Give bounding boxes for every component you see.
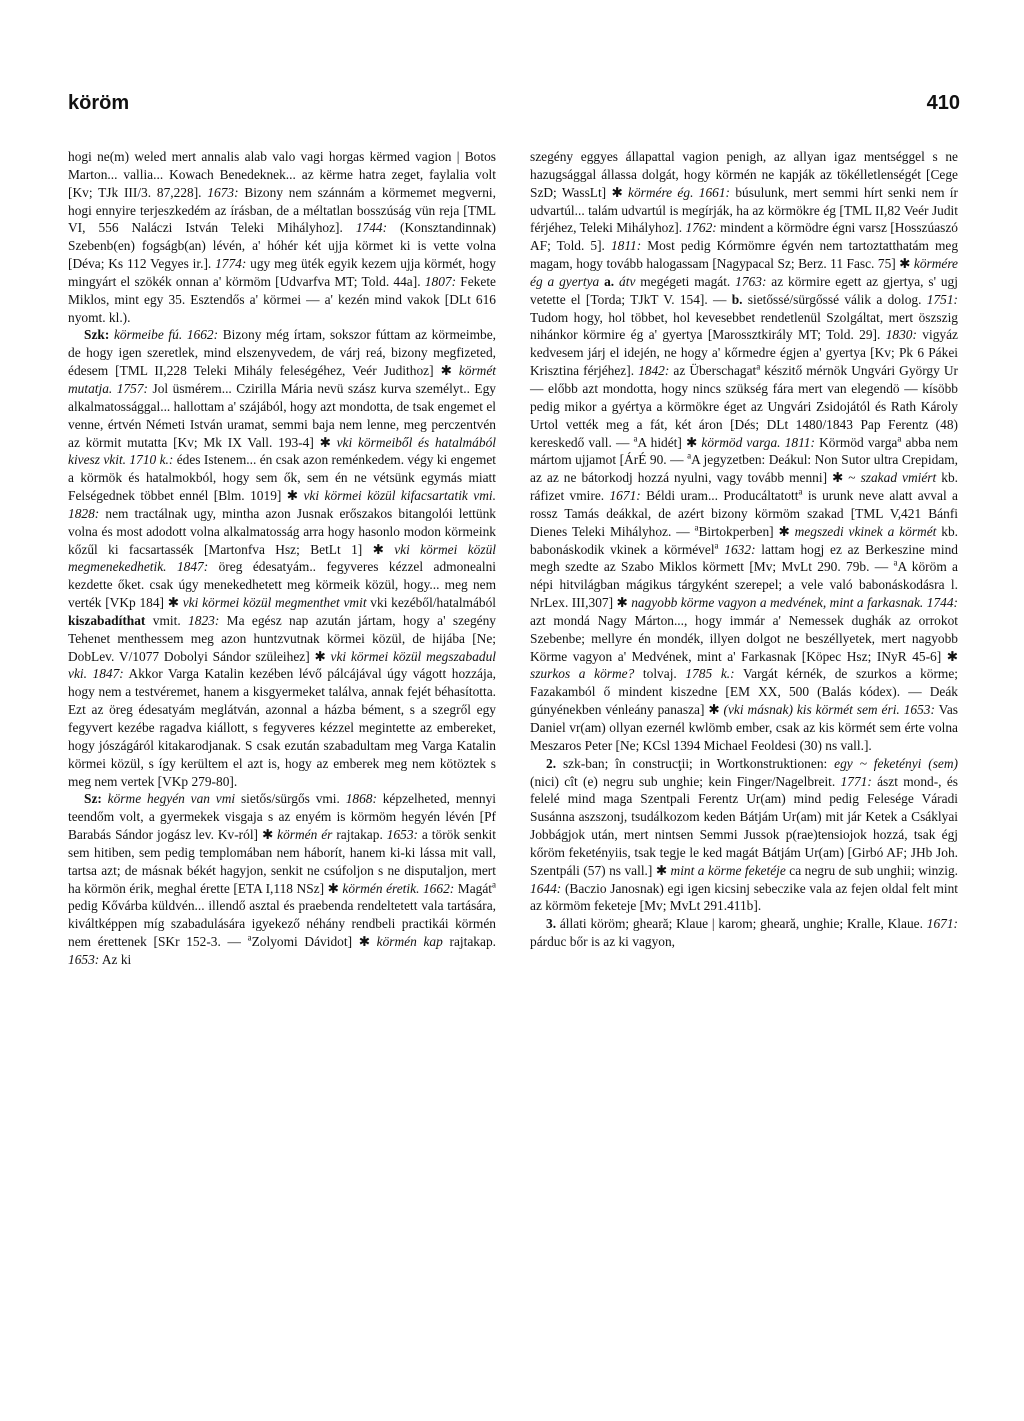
text-run: 1710 k.:	[129, 452, 174, 468]
text-run: búsulunk, mert semmi hírt senki nem ír udvartúl... talám udvartúl is megírják, ha az körmökre ég [TML II,82 Veér Judit férjéhez, Teleki Mihályhoz].	[530, 184, 958, 236]
text-run: 1823:	[188, 612, 220, 628]
page-header	[68, 92, 960, 122]
text-run: 3.	[546, 916, 557, 932]
text-run: szegény eggyes állapattal vagion penigh, az allyan igaz mentséggel s ne hazugsággal állassa dolgát, hogy körmén ne kapják az tökélletlenségét [Cege SzD; WassLt] ✱	[530, 149, 958, 200]
text-run: is urunk neve alatt avval a rossz Tamás deákkal, de azért bizony körmöm szakad [TML V,421 Bánfi Dienes Teleki Mihályhoz. —	[530, 488, 959, 539]
text-run: 1785 k.:	[685, 666, 735, 682]
text-run: Most pedig Kórmömre égvén nem tartoztatthatám meg magam, hogy tovább halogassam [Nagypacal Sz; Berz. 11 Fasc. 75] ✱	[530, 238, 959, 272]
text-run: készitő mérnök Ungvári György Ur — előbb azt mondotta, hogy nincs szükség fára mert van elegendö — kísöbb pedig mikor a gyértya a körmökre éget az Ungvári Zsidojától és Rath Károly Urtol vették meg a fát, két áron [Dés; DLt 1480/1843 Pap Ferentz (48) kereskedő vall. —	[530, 363, 958, 450]
text-run: rajtakap.	[442, 934, 496, 950]
entry-paragraph	[530, 755, 958, 916]
page-number: 410	[926, 92, 960, 114]
entry-paragraph	[68, 326, 496, 790]
text-run: Vargát kérnék, de szurkos a körme; Fazakamból ő mindent kiszedne [EM XX, 500 (Balás kódex). — Deák gúnyénekben vénleány panasza] ✱	[530, 666, 958, 718]
headword: köröm	[68, 92, 130, 114]
superscript-note: a	[247, 932, 252, 943]
text-run: megégeti magát.	[635, 273, 736, 289]
text-run: 1774:	[215, 256, 247, 272]
superscript-note: a	[893, 557, 898, 568]
superscript-note: a	[687, 450, 692, 461]
right-column	[530, 148, 958, 951]
text-run: öreg édesatyám.. fegyveres kézzel admonealni kezdette őket. csak úgy menekedhetett meg körmeik közül, hogy... meg nem verték [VKp 184] ✱	[68, 559, 496, 611]
text-run: Körmöd varga	[814, 434, 898, 450]
text-run: kiszabadíthat	[68, 612, 146, 628]
entry-paragraph	[68, 148, 496, 326]
text-run: 1762:	[685, 220, 717, 236]
text-run: egy ~ feketényi (sem)	[834, 755, 958, 771]
text-run: (nici) cît (e) negru sub unghie; kein Finger/Nagelbreit.	[530, 773, 841, 789]
text-run: Szk:	[84, 327, 110, 343]
text-run: 1662:	[186, 327, 219, 343]
left-column	[68, 148, 496, 969]
text-run: A hidét] ✱	[637, 434, 702, 450]
text-run: körmén ér	[277, 827, 333, 843]
text-run: vmit.	[145, 612, 189, 628]
superscript-note: a	[756, 361, 761, 372]
text-run: 1807:	[424, 273, 457, 289]
text-run: pedig Kővárba küldvén... illendő asztal és praebenda rendeltetett vala tartására, kiváltképpen míg szabadulására igyekező néhány rendbeli practikái körmén nem érettenek [SKr 152-3. —	[68, 898, 496, 950]
text-run: Bizony nem szánnám a körmemet megverni, hogi ennyire terjeszkedém az írásban, de a méltatlan bosszúság vün reja [TML VI, 556 Naláczi István Teleki Mihályhoz].	[68, 184, 496, 236]
text-run: az Überschagat	[669, 363, 757, 379]
text-run: 1847:	[176, 559, 209, 575]
text-run: 2.	[546, 755, 557, 771]
text-run: állati köröm; gheară; Klaue | karom; gheară, unghie; Kralle, Klaue.	[556, 916, 927, 932]
text-run: átv	[619, 273, 636, 289]
text-run: sietős/sürgős vmi.	[235, 791, 346, 807]
text-run: 1811:	[610, 238, 642, 254]
text-run: vki kezéből/hatalmából	[366, 595, 497, 611]
text-run: 1653:	[68, 951, 100, 967]
text-run: vki körmei közül megszabadul vki.	[68, 648, 496, 682]
text-run: körmét mutatja.	[68, 363, 496, 396]
text-run: Sz:	[84, 791, 102, 807]
text-run: 1771:	[840, 773, 872, 789]
text-run: (vki másnak) kis körmét sem éri.	[723, 702, 900, 718]
text-run: 1671:	[609, 488, 641, 504]
text-run: 1653:	[903, 702, 935, 718]
text-run: ca negru de sub unghii; winzig.	[785, 862, 959, 878]
text-run: Magát	[454, 880, 492, 896]
text-run: 1662:	[422, 880, 455, 896]
entry-paragraph	[530, 148, 958, 755]
text-run: 1744:	[926, 595, 958, 611]
text-run: 1828:	[68, 505, 100, 521]
text-run: vki körmei közül kifacsartatik vmi.	[303, 488, 496, 504]
text-run: a.	[604, 273, 615, 289]
text-run: megszedi vkinek a körmét	[794, 523, 937, 539]
text-run: 1661:	[698, 184, 730, 200]
text-run	[167, 559, 177, 574]
text-run: vki körmeiből és hatalmából kivesz vkit.	[68, 434, 496, 468]
text-run: 1744:	[355, 220, 388, 236]
text-run: 1671:	[926, 916, 958, 932]
superscript-note: a	[633, 433, 638, 444]
text-run: 1644:	[530, 880, 562, 896]
superscript-note: a	[798, 486, 803, 497]
text-run: ugy meg üték egyik kezem ujja körmét, hogy mingyárt el szökék onnan a' körmöm [Udvarfva MT; Told. 44a].	[68, 256, 496, 289]
text-run: szk-ban; în construcţii; in Wortkonstruktionen:	[556, 755, 835, 771]
text-run: 1653:	[386, 827, 418, 843]
text-run: Vas Daniel vr(am) ollyan ezernél kwlömb ember, csak az kis körmét sem érte volna Meszaros Peter [Ne; KCsl 1394 Michael Feoldesi (30) ns vall.].	[530, 702, 958, 753]
text-run: Zolyomi Dávidot] ✱	[251, 934, 377, 950]
text-run: rajtakap.	[332, 827, 387, 843]
text-run: Ma egész nap azután jártam, hogy a' szegény Tehenet menthessem meg azon huntzvutnak körmei közül, de hijába [Ne; DobLev. V/1077 Dobolyi Sándor szüleihez] ✱	[68, 612, 496, 664]
text-run: Bizony még írtam, sokszor fúttam az körmeimbe, de hogy igen szeretlek, mind elszenyvedem, de várj reá, bizony megfizeted, édesem [TML II,228 Teleki Mihály feleségéhez, Veér Judithoz] ✱	[68, 327, 496, 379]
text-run: Birtokperben] ✱	[698, 523, 795, 539]
text-run: 1868:	[345, 791, 377, 807]
text-run: 1673:	[207, 184, 239, 200]
text-run: 1763:	[735, 273, 767, 289]
superscript-note: a	[694, 522, 699, 533]
text-run: 1632:	[724, 541, 756, 557]
text-run: lattam hogj ez az Berkeszine mind megh szedte az Szabo Miklos körmett [Mv; MvLt 290. 79b. —	[530, 541, 958, 575]
text-run: A köröm a népi hitvilágban mágikus tárgyként szerepel; a vele való babonáskodásra l. NrLex. III,307] ✱	[530, 559, 958, 611]
superscript-note: a	[897, 433, 902, 444]
text-run: kb. babonáskodik vkinek a körmével	[530, 523, 958, 557]
text-run: szakad vmiért	[860, 470, 937, 486]
text-run: ászt mond-, és felelé mind maga Szentpali Ferentz Ur(am) mind pedig Felesége Váradi Susánna aszszonj, tsudálkozom keden Bátjám Ur(am) mit jár Ketek a Csáklyai Jobbágjok után, mert nintsen Semmi Jussok p(rae)tensiojok hozzá, tsak égj kőröm feketényiis, tsak tegje le ked magát Bátjám Ur(am) [Girbó AF; JHb Joh. Szentpáli (57) ns vall.] ✱	[530, 773, 958, 878]
text-run: körmén éretik.	[342, 880, 420, 896]
text-run: 1830:	[885, 327, 917, 343]
text-run: édes Istenem... én csak azon reménkedem. végy ki engemet a körmök és hatalmokból, hogy sem ők, sem én ne vétsünk egymás miatt Felségednek többet ennél [Blm. 1019] ✱	[68, 452, 496, 504]
text-run: b.	[731, 291, 743, 307]
entry-paragraph	[68, 790, 496, 968]
text-run: 1847:	[92, 666, 124, 682]
text-run: nem tractálnak ugy, mintha azon Jusnak erőszakos bitangolói lettünk volna és most adodott volna alkalmatosság arra hogy hasonlo modon körmeink kőzűl ki facsartassék [Martonfva Hsz; BetLt 1] ✱	[68, 505, 496, 557]
text-run: az körmire egett az gjertya, s' ugj vetette el [Torda; TJkT V. 154]. —	[530, 273, 958, 307]
text-run: abba nem mártom ujjamot [ÁrÉ 90. —	[530, 434, 958, 468]
superscript-note: a	[714, 540, 719, 551]
text-run: (Baczio Janosnak) egi igen kicsinj sebeczike vala az fejen oldal felt mint az körmöm feketeje [Mv; MvLt 291.411b].	[530, 880, 958, 914]
text-run: mint a körme feketéje	[670, 862, 786, 878]
text-run: Akkor Varga Katalin kezében lévő pálcájával úgy vágott hozzája, hogy nem a testvéremet, hanem a kisgyermeket találva, annak fejét béhasította. Ezt az öreg édesatyám meglátván, azonnal a házba bément, s a szegről egy fegyvert kezébe ragadva kiállott, s fegyveres kézzel megintette az embereket, hogy jószágáról kitakarodjanak. S csak ezután szabadultam meg Varga Katalin körmei közül, s így kerültem el azt is, hogy az emberek meg nem kötöztek s meg nem vertek [VKp 279-80].	[68, 666, 497, 789]
text-run: nagyobb körme vagyon a medvének, mint a farkasnak.	[631, 595, 924, 611]
text-run: kb. ráfizet vmire.	[530, 470, 959, 504]
text-run: körmén kap	[376, 934, 443, 950]
text-run: vigyáz kedvesem járj el idején, ne hogy a' kőrmedre égjen a' gyertya [Kv; Pk 6 Pákei Krisztina férjéhez].	[530, 327, 958, 379]
text-run: azt mondá Nagy Márton..., hogy immár a' Nemessek dughák az orrokot Szebenbe; mellyre én mondék, illyen dolgot ne beszéllyetek, mert nagyobb Körme vagyon a' Medvének, mint a' Farkasnak [Köpec Hsz; INyR 45-6] ✱	[530, 612, 958, 664]
text-run: Az ki	[99, 951, 132, 967]
text-run: (Konsztandinnak) Szebenb(en) fogságb(an) lévén, a' hóhér két ujja körmet ki is vette volna [Déva; Ks 112 Vegyes ir.].	[68, 220, 496, 272]
text-run: vki körmei közül megmenekedhetik.	[68, 541, 496, 575]
text-run: vki körmei közül megmenthet vmit	[182, 595, 367, 611]
text-run: a török senkit sem hitiben, sem pedig templomában nem háborít, hanem ki-ki lássa mit vall, tartsa azt; de másnak békét hagyjon, senkit ne csúfoljon s ne disputaljon, mert ha körmön érik, meghal érette [ETA I,118 NSz] ✱	[68, 827, 496, 896]
text-run: körmére ég a gyertya	[530, 256, 958, 289]
superscript-note: a	[492, 879, 496, 890]
text-run: hogi ne(m) weled mert annalis alab valo vagi horgas kërmed vagion | Botos Marton... vallia... Kowach Benedeknek... az kërme hatra zeget, faylalia volt [Kv; TJk III/3. 87,228].	[68, 149, 496, 200]
text-run: képzelheted, mennyi teendőm volt, a gyermekek visgaja s az enyém is körmöm hegyén lévén [Pf Barabás Sándor jogász lev. Kv-ról] ✱	[68, 791, 496, 843]
text-run: A jegyzetben: Deákul: Non Sutor ultra Crepidam, az az ne bátorkodj hozzá nyulni, vagy tovább menni] ✱ ~	[530, 452, 958, 486]
text-run: Béldi uram... Producáltatott	[640, 488, 799, 504]
text-run: tolvaj.	[634, 666, 686, 682]
text-run: 1751:	[926, 291, 958, 307]
text-run: szurkos a körme?	[530, 666, 635, 682]
text-run: körmére ég.	[628, 184, 694, 200]
text-run: 1757:	[116, 380, 149, 396]
text-run: Tudom hogy, hol többet, hol kevesebbet rendetlenül Szolgáltat, mert öszszig nihánkor körmire ég a' gyertya [Marossztkirály MT; Told. 29].	[530, 309, 958, 343]
text-run: Fekete Miklos, mint egy 35. Esztendős a' körmei — a' kezén mind vakok [DLt 616 nyomt. kl.).	[68, 273, 496, 325]
entry-paragraph	[530, 915, 958, 951]
text-run: körmöd varga.	[701, 434, 781, 450]
text-run: 1842:	[638, 363, 670, 379]
text-run: körmeibe fú.	[113, 327, 183, 343]
text-run: mindent a körmödre égni varsz [Hosszúaszó AF; Told. 5].	[530, 220, 958, 254]
text-run: párduc bőr is az ki vagyon,	[530, 934, 676, 950]
text-run: sietőssé/sürgőssé válik a dolog.	[742, 291, 927, 307]
text-run: 1811:	[784, 434, 815, 450]
text-run: Jol üsmérem... Czirilla Mária nevü szász kurva személyt.. Egy alkalmatossággal... hallottam a' szájából, hogy azt mondotta, de tsak engemet el venne, értvén Németi István uramat, semmi baja nem lenne, meg perczentvén az körmit mutatta [Kv; Mk IX Vall. 193-4] ✱	[68, 380, 496, 450]
text-run: körme hegyén van vmi	[107, 791, 236, 807]
